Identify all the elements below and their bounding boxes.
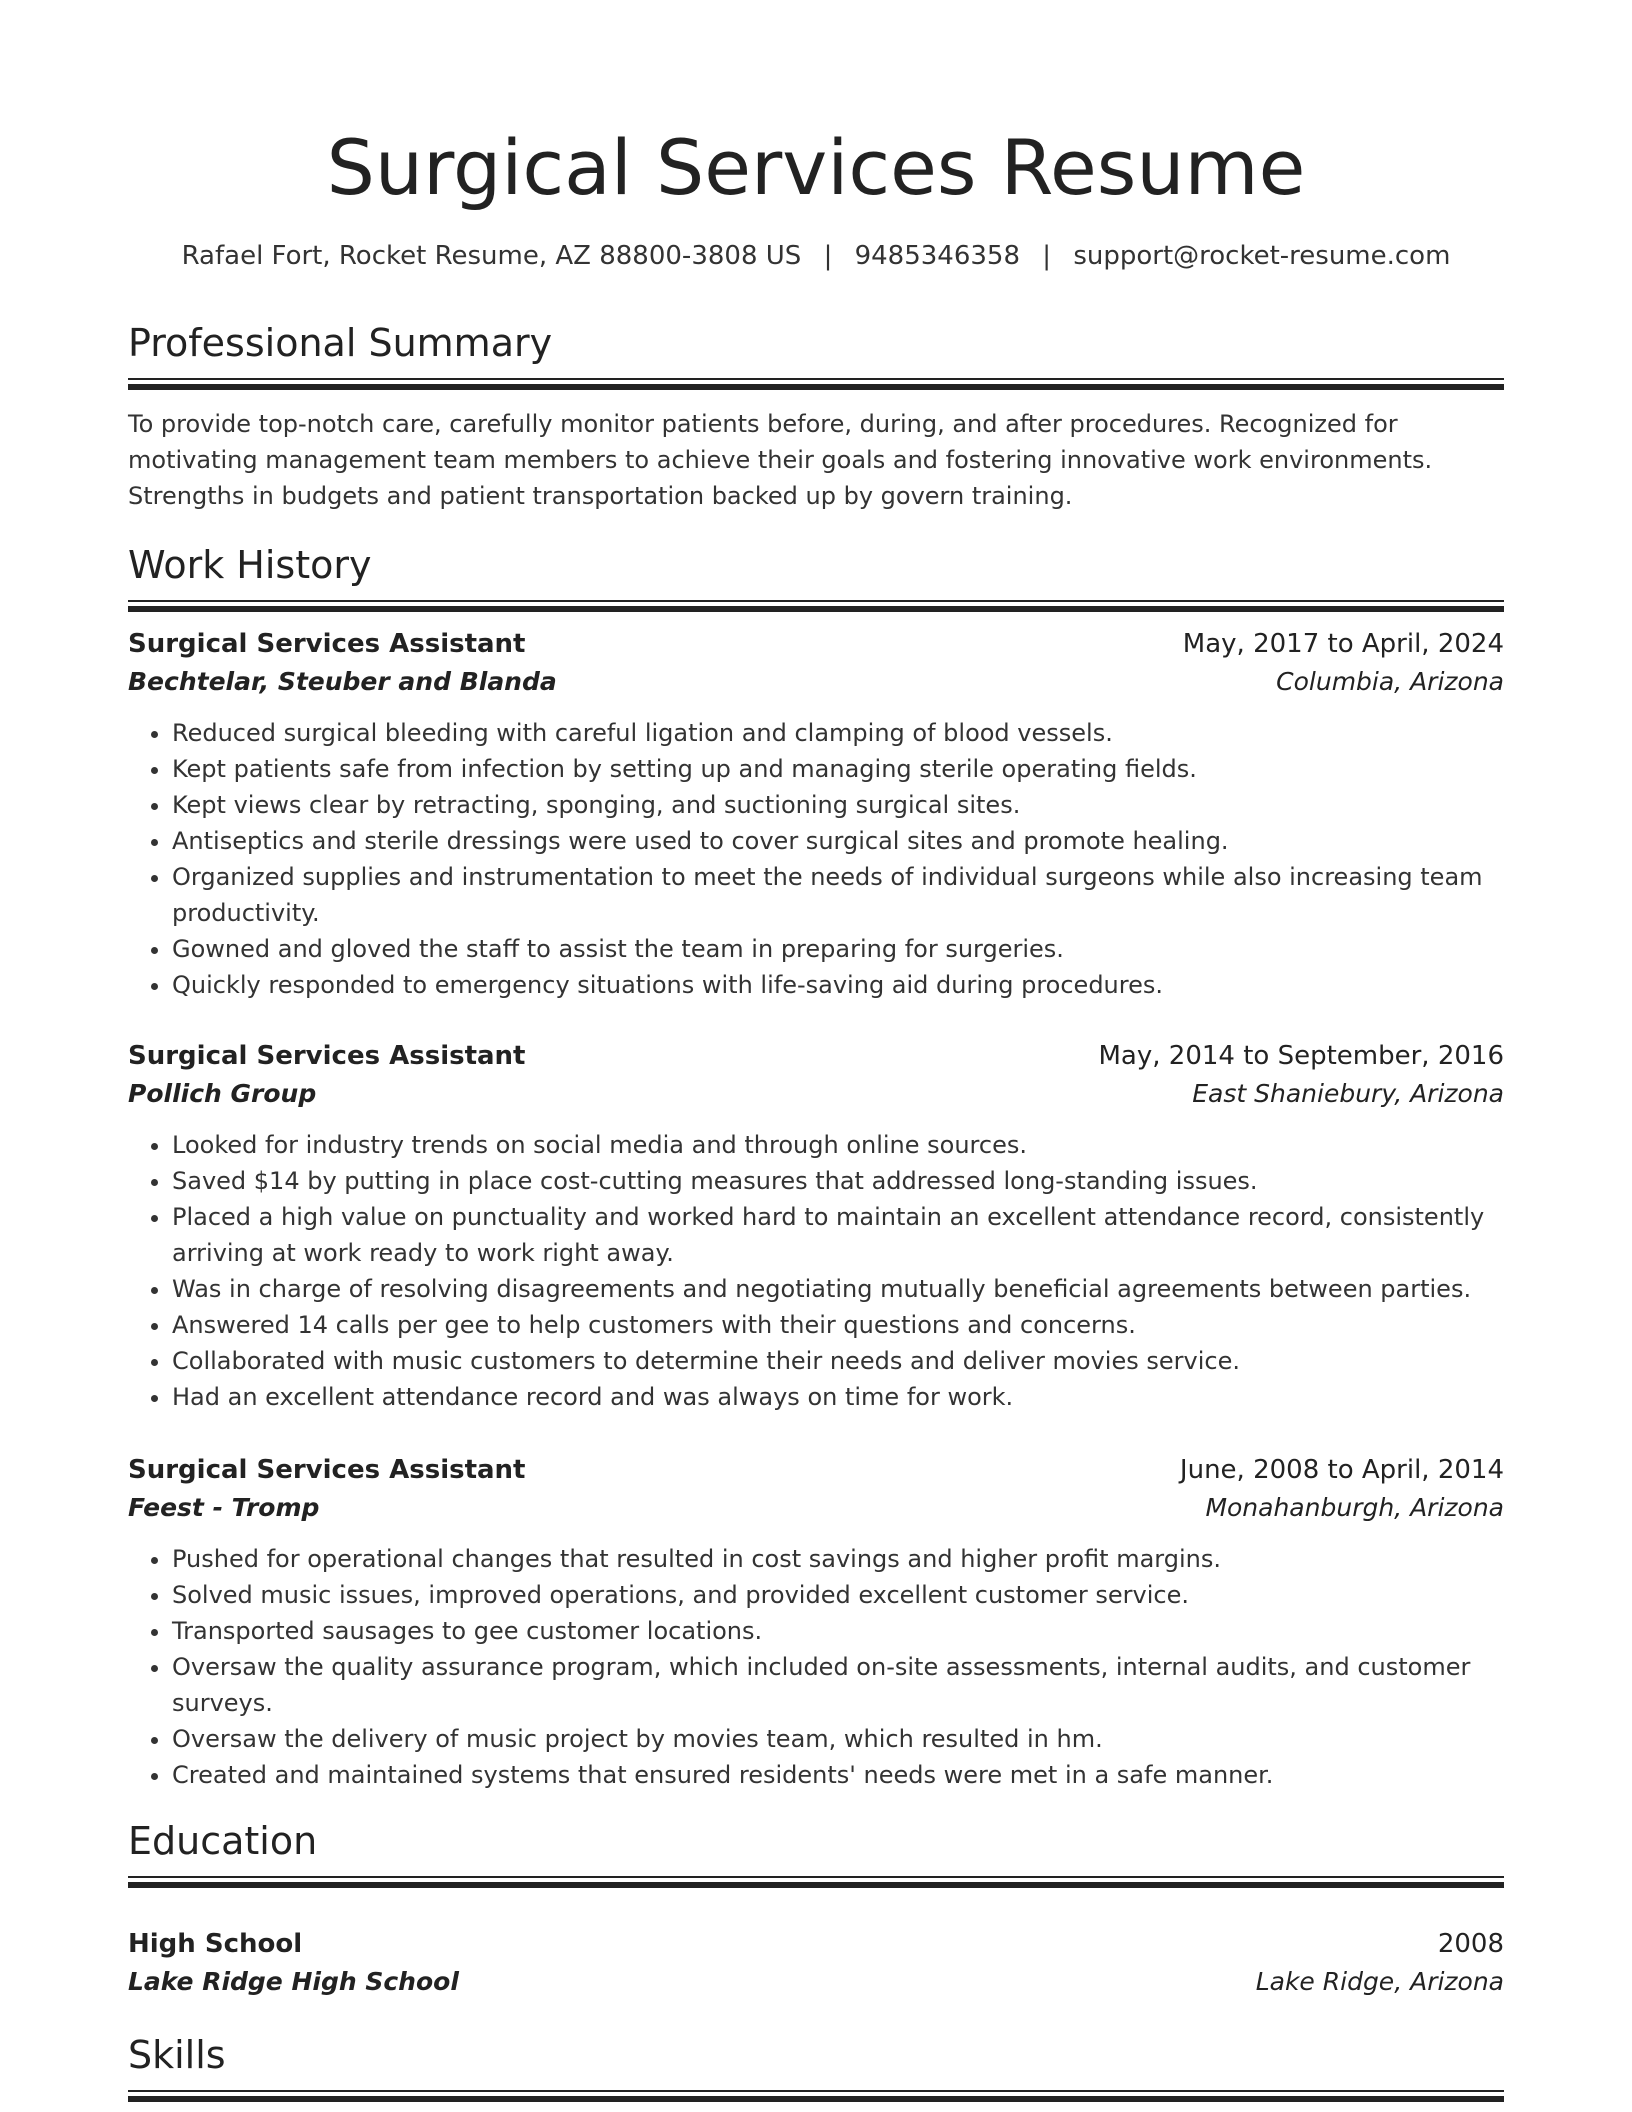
job-company: Pollich Group <box>128 1079 317 1108</box>
job-bullet-list <box>128 1541 1504 1793</box>
job-bullet: • Collaborated with music customers to determine their needs and deliver movies service. <box>172 1343 1504 1379</box>
job-bullet: • Oversaw the delivery of music project by movies team, which resulted in hm. <box>172 1721 1504 1757</box>
education-location: Lake Ridge, Arizona <box>1255 1967 1504 1996</box>
job-bullet-list <box>128 715 1504 1003</box>
skills-section <box>128 2030 1504 2104</box>
job-bullet: • Created and maintained systems that ensured residents' needs were met in a safe manner. <box>172 1757 1504 1793</box>
education-entry <box>128 1925 1504 2001</box>
section-divider <box>128 378 1504 392</box>
job-bullet: • Antiseptics and sterile dressings were used to cover surgical sites and promote healing. <box>172 823 1504 859</box>
section-divider <box>128 1876 1504 1890</box>
job-entry <box>128 625 1504 1003</box>
summary-section <box>128 318 1504 514</box>
job-bullet: • Kept patients safe from infection by setting up and managing sterile operating fields. <box>172 751 1504 787</box>
job-dates: May, 2017 to April, 2024 <box>1182 629 1504 659</box>
job-entry <box>128 1037 1504 1415</box>
job-bullet: • Looked for industry trends on social media and through online sources. <box>172 1127 1504 1163</box>
education-school: Lake Ridge High School <box>128 1967 459 1996</box>
section-divider <box>128 2090 1504 2104</box>
job-bullet: • Reduced surgical bleeding with careful ligation and clamping of blood vessels. <box>172 715 1504 751</box>
resume-title: Surgical Services Resume <box>326 123 1306 212</box>
education-year: 2008 <box>1437 1929 1504 1959</box>
job-bullet: • Organized supplies and instrumentation to meet the needs of individual surgeons while also increasing team productivity. <box>172 859 1504 931</box>
job-bullet: • Had an excellent attendance record and was always on time for work. <box>172 1379 1504 1415</box>
job-dates: May, 2014 to September, 2016 <box>1098 1041 1504 1071</box>
job-location: East Shaniebury, Arizona <box>1192 1079 1504 1108</box>
job-entry <box>128 1451 1504 1793</box>
job-bullet: • Saved $14 by putting in place cost-cutting measures that addressed long-standing issues. <box>172 1163 1504 1199</box>
job-title: Surgical Services Assistant <box>128 1455 526 1485</box>
section-heading-skills: Skills <box>128 2033 226 2077</box>
section-heading-summary: Professional Summary <box>128 321 553 365</box>
work-history-section <box>128 540 1504 614</box>
contact-phone: 9485346358 <box>854 241 1021 271</box>
job-title: Surgical Services Assistant <box>128 629 526 659</box>
job-bullet: • Oversaw the quality assurance program, which included on-site assessments, internal audits, and customer surveys. <box>172 1649 1504 1721</box>
job-bullet: • Pushed for operational changes that resulted in cost savings and higher profit margins. <box>172 1541 1504 1577</box>
section-heading-work-history: Work History <box>128 543 372 587</box>
contact-separator: | <box>1042 241 1052 271</box>
job-dates: June, 2008 to April, 2014 <box>1179 1455 1504 1485</box>
education-degree: High School <box>128 1929 303 1959</box>
job-bullet: • Quickly responded to emergency situations with life-saving aid during procedures. <box>172 967 1504 1003</box>
job-bullet: • Answered 14 calls per gee to help customers with their questions and concerns. <box>172 1307 1504 1343</box>
job-title: Surgical Services Assistant <box>128 1041 526 1071</box>
job-bullet-list <box>128 1127 1504 1415</box>
contact-address: Rafael Fort, Rocket Resume, AZ 88800-3808 US <box>181 241 802 271</box>
contact-email[interactable]: support@rocket-resume.com <box>1073 241 1451 271</box>
education-section <box>128 1816 1504 1890</box>
job-bullet: • Was in charge of resolving disagreements and negotiating mutually beneficial agreements between parties. <box>172 1271 1504 1307</box>
job-location: Columbia, Arizona <box>1276 667 1504 696</box>
contact-separator: | <box>823 241 833 271</box>
job-company: Bechtelar, Steuber and Blanda <box>128 667 557 696</box>
job-bullet: • Placed a high value on punctuality and worked hard to maintain an excellent attendance record, consistently arriving at work ready to work right away. <box>172 1199 1504 1271</box>
job-company: Feest - Tromp <box>128 1493 320 1522</box>
summary-text: To provide top-notch care, carefully monitor patients before, during, and after procedures. Recognized for motivating management team members to achieve their goals and fostering innovative work environments. Strengths in budgets and patient transportation backed up by govern training. <box>128 410 1433 510</box>
job-bullet: • Kept views clear by retracting, sponging, and suctioning surgical sites. <box>172 787 1504 823</box>
section-heading-education: Education <box>128 1819 318 1863</box>
job-location: Monahanburgh, Arizona <box>1205 1493 1504 1522</box>
contact-line <box>128 238 1504 274</box>
job-bullet: • Solved music issues, improved operations, and provided excellent customer service. <box>172 1577 1504 1613</box>
job-bullet: • Transported sausages to gee customer locations. <box>172 1613 1504 1649</box>
job-bullet: • Gowned and gloved the staff to assist the team in preparing for surgeries. <box>172 931 1504 967</box>
section-divider <box>128 600 1504 614</box>
